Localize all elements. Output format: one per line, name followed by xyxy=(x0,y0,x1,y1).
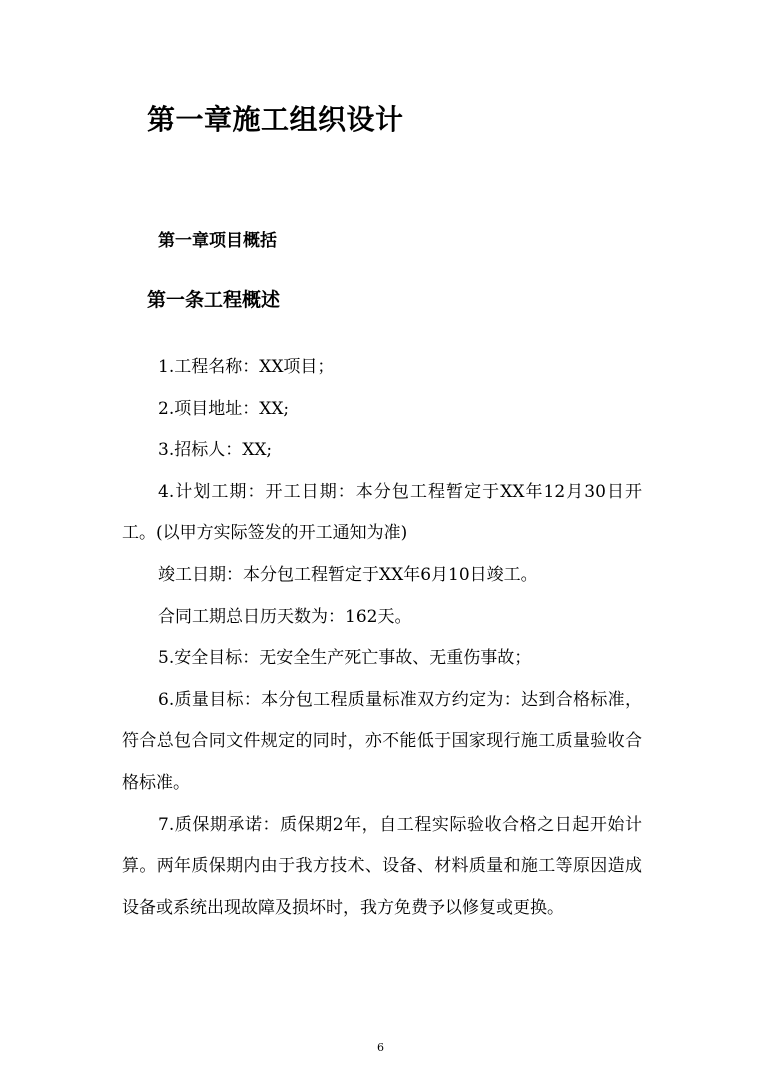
paragraph-schedule: 4.计划工期：开工日期：本分包工程暂定于XX年12月30日开工。(以甲方实际签发的开工通知为准) xyxy=(122,481,642,544)
paragraph-project-address: 2.项目地址：XX; xyxy=(158,398,290,419)
chapter-title: 第一章施工组织设计 xyxy=(147,103,404,136)
chapter-subtitle: 第一章项目概括 xyxy=(158,231,277,251)
paragraph-tenderer: 3.招标人：XX; xyxy=(158,440,273,461)
body-text xyxy=(122,347,642,929)
section-title: 第一条工程概述 xyxy=(147,289,281,311)
paragraph-safety-goal: 5.安全目标：无安全生产死亡事故、无重伤事故； xyxy=(158,648,532,669)
paragraph-total-days: 合同工期总日历天数为：162天。 xyxy=(158,606,412,627)
paragraph-project-name: 1.工程名称：XX项目； xyxy=(158,357,335,377)
paragraph-warranty: 7.质保期承诺：质保期2年，自工程实际验收合格之日起开始计算。两年质保期内由于我方技术、设备、材料质量和施工等原因造成设备或系统出现故障及损坏时，我方免费予以修复或更换。 xyxy=(122,814,642,918)
paragraph-quality-goal: 6.质量目标：本分包工程质量标准双方约定为：达到合格标准，符合总包合同文件规定的同时，亦不能低于国家现行施工质量验收合格标准。 xyxy=(122,689,642,793)
paragraph-completion-date: 竣工日期：本分包工程暂定于XX年6月10日竣工。 xyxy=(158,564,538,585)
page-number: 6 xyxy=(377,1041,384,1054)
